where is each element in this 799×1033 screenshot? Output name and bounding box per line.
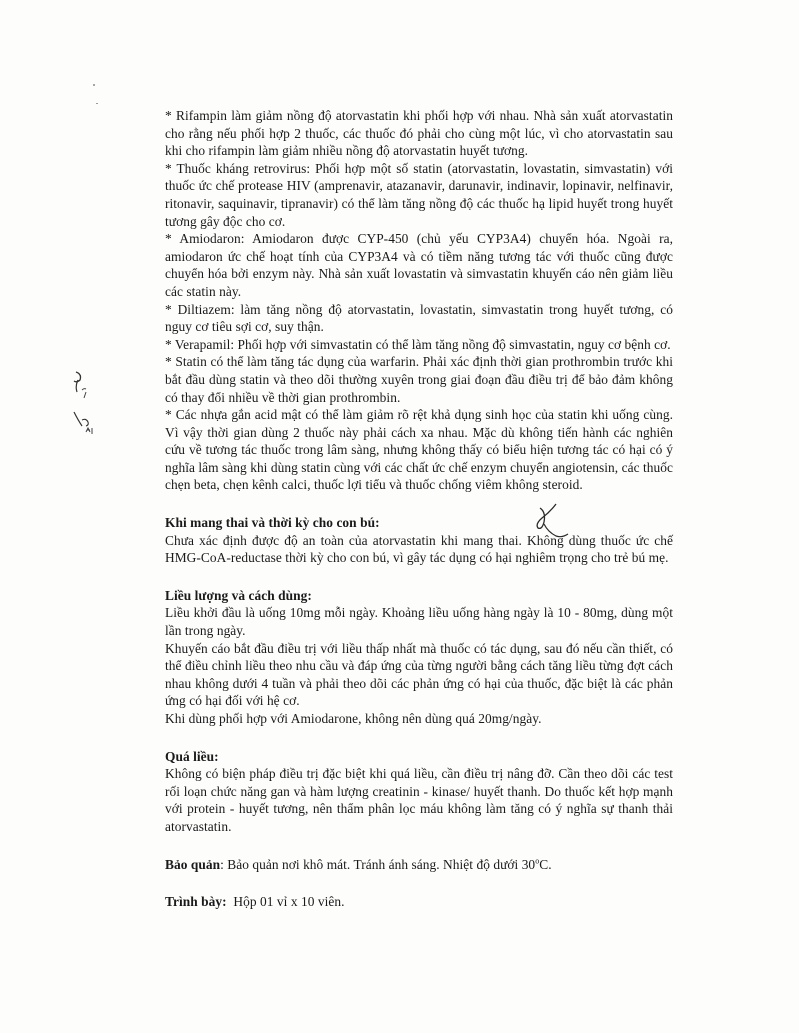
interaction-diltiazem: * Diltiazem: làm tăng nồng độ atorvastatin, lovastatin, simvastatin trong huyết tương, có nguy cơ tiêu sợi cơ, suy thận.: [165, 301, 673, 335]
dosage-section: [165, 587, 673, 728]
handwritten-margin-note: [64, 368, 104, 458]
presentation-line: [165, 893, 673, 911]
presentation-label: Trình bày:: [165, 894, 227, 910]
storage-line: [165, 856, 673, 874]
storage-text: : Bảo quản nơi khô mát. Tránh ánh sáng. Nhiệt độ dưới 30: [220, 856, 536, 872]
scan-speck: [93, 84, 95, 86]
dosage-heading: Liều lượng và cách dùng:: [165, 587, 312, 603]
degree-sign: o: [535, 856, 540, 866]
scan-speck: [96, 103, 98, 104]
overdose-section: [165, 748, 673, 836]
interaction-retrovirus: * Thuốc kháng retrovirus: Phối hợp một số statin (atorvastatin, lovastatin, simvastatin) với thuốc ức chế protease HIV (amprenavir, atazanavir, darunavir, indinavir, lopinavir, nelfinavir, ritonavir, saquinavir, tipranavir) có thể làm tăng nồng độ các thuốc hạ lipid huyết trong huyết tương gây độc cho cơ.: [165, 160, 673, 229]
pregnancy-text: Chưa xác định được độ an toàn của atorvastatin khi mang thai. Không dùng thuốc ức chế HMG-CoA-reductase thời kỳ cho con bú, vì gây tác dụng có hại nghiêm trọng cho trẻ bú mẹ.: [165, 532, 673, 566]
document-body: [165, 107, 673, 911]
overdose-text: Không có biện pháp điều trị đặc biệt khi quá liều, cần điều trị nâng đỡ. Cần theo dõi các test rối loạn chức năng gan và hàm lượng creatinin - kinase/ huyết thanh. Do thuốc kết hợp mạnh với protein - huyết tương, nên thẩm phân lọc máu không làm tăng có ý nghĩa sự thanh thải atorvastatin.: [165, 766, 673, 834]
dosage-paragraph: Liều khởi đầu là uống 10mg mỗi ngày. Khoảng liều uống hàng ngày là 10 - 80mg, dùng một lần trong ngày.: [165, 605, 673, 639]
storage-label: Bảo quản: [165, 856, 221, 872]
interaction-rifampin: * Rifampin làm giảm nồng độ atorvastatin khi phối hợp với nhau. Nhà sản xuất atorvastatin cho rằng nếu phối hợp 2 thuốc, các thuốc đó phải cho cùng một lúc, vì cho atorvastatin sau khi cho rifampin làm giảm nhiều nồng độ atorvastatin huyết tương.: [165, 108, 673, 159]
presentation-section: [165, 893, 673, 911]
storage-unit: C.: [539, 856, 552, 872]
interaction-amiodaron: * Amiodaron: Amiodaron được CYP-450 (chủ yếu CYP3A4) chuyển hóa. Ngoài ra, amiodaron ức chế hoạt tính của CYP3A4 và có tiềm năng tương tác với thuốc cũng được chuyển hóa bởi enzym này. Nhà sản xuất lovastatin và simvastatin khuyến cáo nên giảm liều các statin này.: [165, 231, 673, 299]
dosage-paragraph: Khuyến cáo bắt đầu điều trị với liều thấp nhất mà thuốc có tác dụng, sau đó nếu cần thiết, có thể điều chỉnh liều theo nhu cầu và đáp ứng của từng người bằng cách tăng liều từng đợt cách nhau không dưới 4 tuần và phải theo dõi các phản ứng có hại của thuốc, đặc biệt là các phản ứng có hại đối với hệ cơ.: [165, 640, 673, 709]
interaction-verapamil: * Verapamil: Phối hợp với simvastatin có thể làm tăng nồng độ simvastatin, nguy cơ bệnh cơ.: [165, 336, 671, 352]
overdose-heading: Quá liều:: [165, 748, 219, 764]
dosage-paragraph: Khi dùng phối hợp với Amiodarone, không nên dùng quá 20mg/ngày.: [165, 711, 542, 726]
interaction-warfarin: * Statin có thể làm tăng tác dụng của warfarin. Phải xác định thời gian prothrombin trước khi bắt đầu dùng statin và theo dõi thường xuyên trong giai đoạn đầu điều trị để bảo đảm không có thay đổi nhiều về thời gian prothrombin.: [165, 354, 673, 405]
interaction-bile-acid-resins: * Các nhựa gắn acid mật có thể làm giảm rõ rệt khả dụng sinh học của statin khi uống cùng. Vì vậy thời gian dùng 2 thuốc này phải cách xa nhau. Mặc dù không tiến hành các nghiên cứu về tương tác thuốc trong lâm sàng, nhưng không thấy có biểu hiện tương tác có hại có ý nghĩa lâm sàng khi dùng statin cùng với các chất ức chế enzym chuyển angiotensin, các thuốc chẹn beta, chẹn kênh calci, thuốc lợi tiểu và thuốc chống viêm không steroid.: [165, 407, 673, 493]
storage-section: [165, 856, 673, 874]
pregnancy-heading: Khi mang thai và thời kỳ cho con bú:: [165, 515, 380, 531]
pregnancy-section: [165, 514, 673, 567]
presentation-text: Hộp 01 vỉ x 10 viên.: [226, 894, 345, 910]
